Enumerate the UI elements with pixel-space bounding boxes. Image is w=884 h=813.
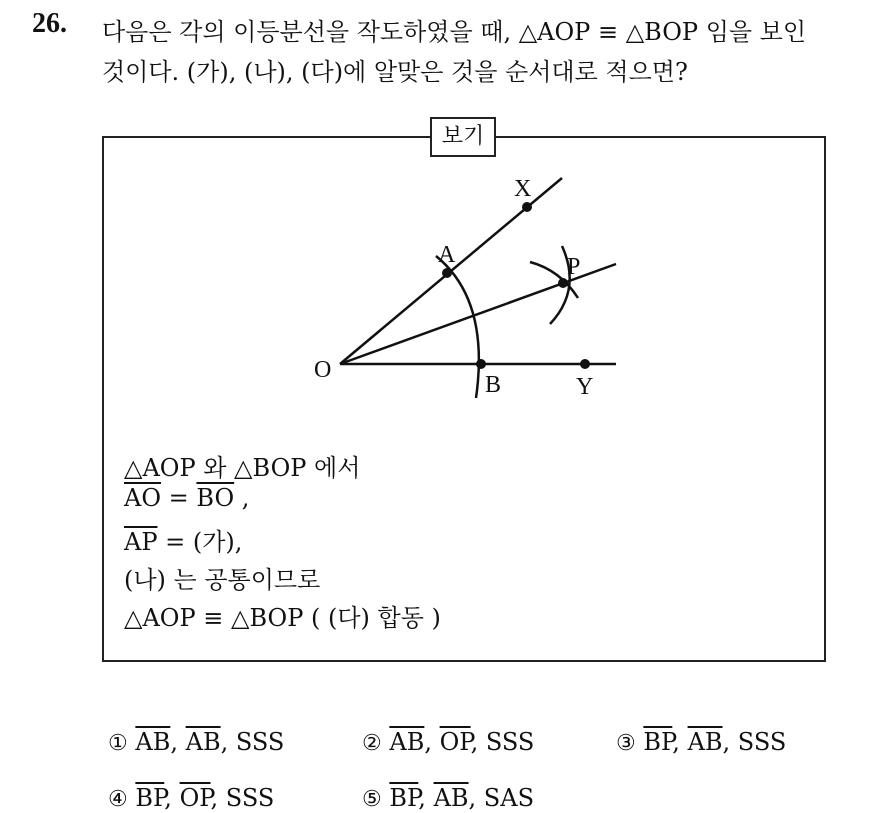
example-box-title: 보기 [430, 117, 496, 157]
proof-line-3-rest: = (가), [157, 528, 243, 556]
question-line-1: 다음은 각의 이등분선을 작도하였을 때, △AOP ≡ △BOP 임을 보인 [102, 18, 807, 46]
proof-line-4: (나) 는 공통이므로 [124, 566, 321, 594]
point-B [476, 359, 486, 369]
label-A: A [438, 242, 456, 268]
point-X [522, 202, 532, 212]
proof-line-1: △AOP 와 △BOP 에서 [124, 454, 361, 482]
segment-BO: $\overline{BO}$ [196, 484, 235, 512]
segment-AP: $\overline{AP}$ [124, 528, 158, 556]
equals-sign: = [161, 484, 197, 512]
label-Y: Y [576, 374, 594, 400]
proof-line-5: △AOP ≡ △BOP ( (다) 합동 ) [124, 604, 441, 632]
choice-5[interactable]: ⑤ $\overline{BP}$, $\overline{AB}$, SAS [362, 784, 535, 812]
point-A [442, 268, 452, 278]
label-P: P [567, 254, 581, 280]
question-number: 26. [32, 8, 67, 39]
choice-2[interactable]: ② $\overline{AB}$, $\overline{OP}$, SSS [362, 728, 535, 756]
point-Y [580, 359, 590, 369]
choice-3[interactable]: ③ $\overline{BP}$, $\overline{AB}$, SSS [616, 728, 787, 756]
comma: , [234, 484, 250, 512]
choice-1[interactable]: ① $\overline{AB}$, $\overline{AB}$, SSS [108, 728, 285, 756]
label-X: X [514, 176, 532, 202]
question-line-2: 것이다. (가), (나), (다)에 알맞은 것을 순서대로 적으면? [102, 58, 688, 86]
label-B: B [485, 372, 502, 398]
proof-line-3 [124, 522, 242, 557]
segment-AO: $\overline{AO}$ [124, 484, 162, 512]
choice-4[interactable]: ④ $\overline{BP}$, $\overline{OP}$, SSS [108, 784, 275, 812]
proof-line-2 [124, 484, 249, 512]
label-O: O [314, 357, 332, 383]
